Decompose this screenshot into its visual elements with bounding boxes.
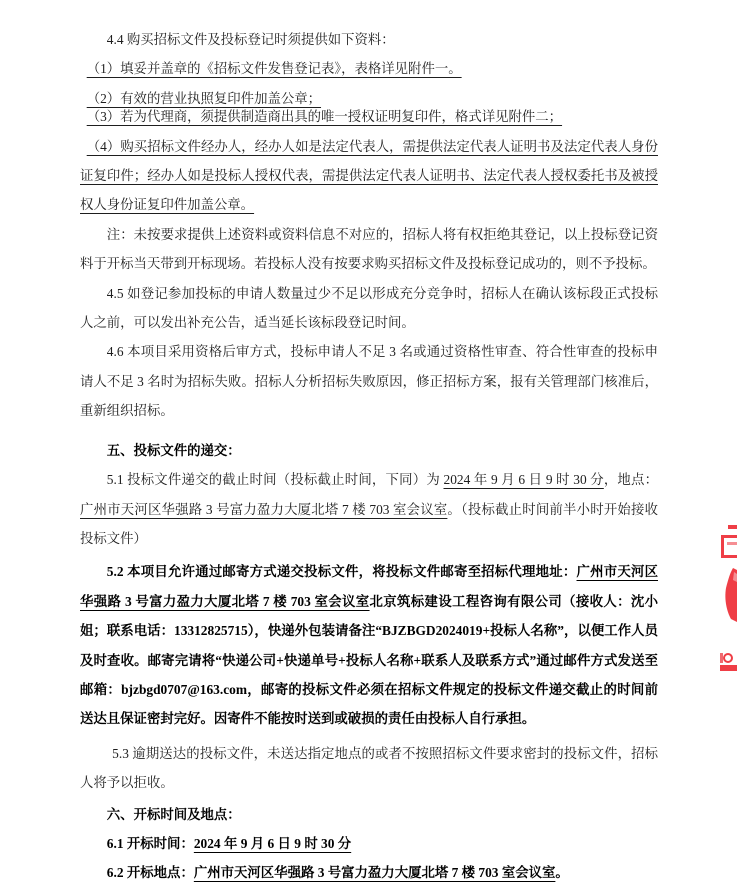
- text-run: 4.5 如登记参加投标的申请人数量过少不足以形成充分竞争时，招标人在确认该标段正式投标人之前，可以发出补充公告，适当延长该标段登记时间。: [80, 285, 658, 331]
- underlined-text: 2024 年 9 月 6 日 9 时 30 分: [443, 472, 604, 488]
- text-run: 。: [555, 865, 569, 881]
- text-run: 6.2 开标地点：: [106, 865, 194, 881]
- seal-fragment-middle-icon: [724, 568, 737, 622]
- underlined-text: （4）购买招标文件经办人，经办人如是法定代表人，需提供法定代表人证明书及法定代表人身份证复印件；经办人如是投标人授权代表，需提供法定代表人证明书、法定代表人授权委托书及被授权人身份证复印件加盖公章。: [80, 138, 658, 213]
- clause-5-1: [80, 465, 658, 553]
- clause-6-1: [80, 829, 658, 858]
- clause-5-3: [80, 739, 658, 798]
- text-run: 4.4 购买招标文件及投标登记时须提供如下资料：: [106, 32, 395, 47]
- clause-4-6: [80, 337, 658, 425]
- text-run: 。（投标截止时间前半小时开始接收投标文件）: [80, 501, 658, 546]
- item-3: [80, 102, 658, 131]
- underlined-text: 广州市天河区华强路 3 号富力盈力大厦北塔 7 楼 703 室会议室: [80, 501, 448, 517]
- clause-6-2: [80, 858, 658, 887]
- clause-5-2: [80, 557, 658, 733]
- text-run: 五、投标文件的递交：: [106, 442, 241, 458]
- underlined-text: （2）有效的营业执照复印件加盖公章；: [86, 90, 322, 106]
- heading-5: [80, 436, 658, 465]
- text-run: 4.6 本项目采用资格后审方式，投标申请人不足 3 名或通过资格性审查、符合性审查的投标申请人不足 3 名时为招标失败。招标人分析招标失败原因，修正招标方案，报有关管理部门核准后，重新组织招标。: [80, 344, 658, 419]
- underlined-text: 广州市天河区华强路 3 号富力盈力大厦北塔 7 楼 703 室会议室: [80, 564, 658, 609]
- text-run: 北京筑标建设工程咨询有限公司（接收人：沈小姐；联系电话：13312825715），快递外包装请备注“BJZBGD2024019+投标人名称”，以便工作人员及时查收。邮寄完请将“快递公司+快递单号+投标人名称+联系人及联系方式”通过邮件方式发送至邮箱：bjzbgd0707@163.com，邮寄的投标文件必须在招标文件规定的投标文件递交截止的时间前送达且保证密封完好。因寄件不能按时送到或破损的责任由投标人自行承担。: [80, 593, 659, 727]
- text-run: 5.2 本项目允许通过邮寄方式递交投标文件，将投标文件邮寄至招标代理地址：: [106, 564, 577, 580]
- document-body: [80, 25, 658, 888]
- text-run: 6.1 开标时间：: [106, 835, 194, 851]
- seal-fragment-lower-icon: [719, 650, 737, 673]
- item-1: [80, 54, 658, 83]
- note-paragraph: [80, 220, 658, 279]
- clause-4-4: [80, 25, 658, 54]
- clause-4-5: [80, 279, 658, 338]
- seal-fragment-upper-icon: [718, 524, 737, 564]
- item-4: [80, 132, 658, 220]
- underlined-text: 2024 年 9 月 6 日 9 时 30 分: [193, 835, 352, 851]
- text-run: ，地点：: [603, 472, 659, 488]
- underlined-text: （3）若为代理商，须提供制造商出具的唯一授权证明复印件，格式详见附件二；: [86, 109, 563, 125]
- heading-6: [80, 800, 658, 829]
- underlined-text: （1）填妥并盖章的《招标文件发售登记表》，表格详见附件一。: [86, 61, 462, 77]
- underlined-text: 广州市天河区华强路 3 号富力盈力大厦北塔 7 楼 703 室会议室: [193, 865, 556, 881]
- text-run: 5.3 逾期送达的投标文件，未送达指定地点的或者不按照招标文件要求密封的投标文件，招标人将予以拒收。: [80, 745, 658, 791]
- text-run: 注：未按要求提供上述资料或资料信息不对应的，招标人将有权拒绝其登记，以上投标登记资料于开标当天带到开标现场。若投标人没有按要求购买招标文件及投标登记成功的，则不予投标。: [80, 226, 658, 272]
- text-run: 六、开标时间及地点：: [106, 806, 241, 822]
- text-run: 5.1 投标文件递交的截止时间（投标截止时间，下同）为: [106, 472, 444, 488]
